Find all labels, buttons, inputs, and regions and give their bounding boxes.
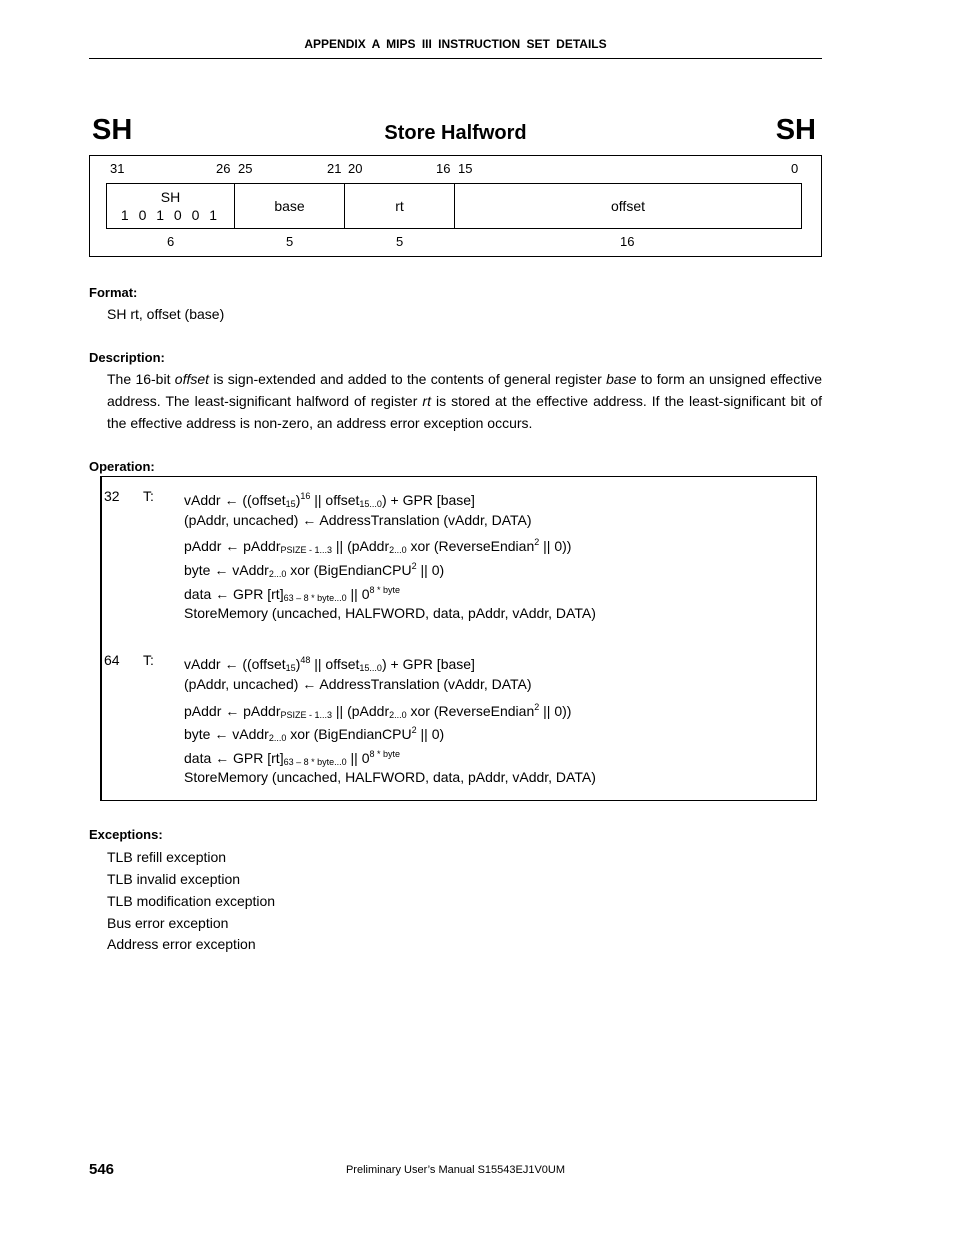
- bit-number: 15: [458, 161, 473, 176]
- operation-line: (pAddr, uncached) ← AddressTranslation (vAddr, DATA): [184, 512, 532, 528]
- op-text: ): [295, 492, 301, 508]
- op-text: || 0)): [539, 538, 572, 554]
- description-term: offset: [174, 371, 210, 387]
- description-run: is sign-extended and added to the contents of general register: [209, 371, 607, 387]
- op-subscript: 2...0: [268, 569, 287, 579]
- field-name: rt: [395, 198, 404, 214]
- op-subscript: PSIZE - 1...3: [280, 545, 333, 555]
- description-text: [107, 368, 822, 434]
- op-text: || 0: [346, 750, 370, 766]
- bit-number: 21: [327, 161, 342, 176]
- operation-stage: T:: [143, 652, 154, 668]
- exception-item: Bus error exception: [107, 915, 229, 931]
- field-name: SH: [160, 189, 181, 205]
- mnemonic-left: SH: [92, 114, 133, 146]
- op-text: || 0): [416, 726, 445, 742]
- op-text: || 0: [346, 586, 370, 602]
- manual-title: Preliminary User’s Manual S15543EJ1V0UM: [345, 1164, 566, 1176]
- bit-number: 20: [348, 161, 363, 176]
- op-text: vAddr ← ((offset: [184, 656, 286, 672]
- operation-line: StoreMemory (uncached, HALFWORD, data, pAddr, vAddr, DATA): [184, 605, 596, 621]
- bit-number: 31: [110, 161, 125, 176]
- op-text: || (pAddr: [332, 703, 390, 719]
- op-text: data ← GPR [rt]: [184, 750, 284, 766]
- instruction-name: Store Halfword: [384, 122, 527, 144]
- mnemonic-right: SH: [775, 114, 816, 146]
- op-subscript: 63 – 8 * byte...0: [283, 593, 347, 603]
- exceptions-heading: Exceptions:: [89, 827, 163, 842]
- op-text: pAddr ← pAddr: [184, 703, 281, 719]
- bit-number: 16: [436, 161, 451, 176]
- op-text: byte ← vAddr: [184, 726, 269, 742]
- bit-number: 25: [238, 161, 253, 176]
- op-superscript: 2: [411, 725, 417, 735]
- field-width: 5: [396, 234, 404, 249]
- field-width: 6: [167, 234, 175, 249]
- op-text: ) + GPR [base]: [381, 656, 475, 672]
- field-bits: 1 0 1 0 0 1: [120, 207, 221, 223]
- operation-line: [184, 652, 475, 676]
- operation-width: 64: [104, 652, 120, 668]
- op-subscript: 2...0: [389, 545, 407, 555]
- op-superscript: 16: [300, 491, 311, 501]
- op-subscript: 15: [285, 499, 296, 509]
- operation-line: StoreMemory (uncached, HALFWORD, data, pAddr, vAddr, DATA): [184, 769, 596, 785]
- exception-item: TLB modification exception: [107, 893, 276, 909]
- field-name: offset: [611, 198, 645, 214]
- operation-line: [184, 582, 400, 606]
- description-term: rt: [422, 393, 431, 409]
- op-superscript: 8 * byte: [369, 585, 401, 595]
- op-subscript: 15...0: [359, 499, 382, 509]
- op-text: pAddr ← pAddr: [184, 538, 281, 554]
- op-subscript: 2...0: [389, 710, 407, 720]
- op-text: || offset: [310, 492, 360, 508]
- op-superscript: 48: [300, 655, 311, 665]
- op-subscript: 63 – 8 * byte...0: [283, 757, 347, 767]
- op-text: ): [295, 656, 301, 672]
- description-run: The 16-bit: [107, 371, 175, 387]
- op-superscript: 2: [534, 702, 540, 712]
- op-text: || (pAddr: [332, 538, 390, 554]
- operation-width: 32: [104, 488, 120, 504]
- operation-line: [184, 534, 571, 558]
- instruction-fields: [106, 183, 802, 229]
- operation-heading: Operation:: [89, 459, 155, 474]
- field-rt: [345, 184, 455, 228]
- field-offset: [455, 184, 801, 228]
- op-text: byte ← vAddr: [184, 562, 269, 578]
- bit-number: 0: [791, 161, 799, 176]
- op-text: xor (BigEndianCPU: [286, 726, 412, 742]
- field-opcode: [107, 184, 235, 228]
- operation-line: [184, 722, 444, 746]
- op-subscript: 15...0: [359, 663, 382, 673]
- op-superscript: 2: [534, 537, 540, 547]
- field-base: [235, 184, 345, 228]
- field-width: 5: [286, 234, 294, 249]
- op-superscript: 8 * byte: [369, 749, 401, 759]
- op-text: xor (ReverseEndian: [406, 703, 535, 719]
- op-text: || offset: [310, 656, 360, 672]
- description-run: to form an unsigned effective address. The least-significant halfword of register: [107, 371, 822, 409]
- field-name: base: [274, 198, 305, 214]
- operation-stage: T:: [143, 488, 154, 504]
- field-width: 16: [620, 234, 635, 249]
- format-syntax: SH rt, offset (base): [107, 306, 225, 322]
- operation-line: [184, 488, 475, 512]
- op-subscript: PSIZE - 1...3: [280, 710, 333, 720]
- exception-item: TLB refill exception: [107, 849, 227, 865]
- op-text: data ← GPR [rt]: [184, 586, 284, 602]
- op-subscript: 2...0: [268, 733, 287, 743]
- description-heading: Description:: [89, 350, 165, 365]
- op-superscript: 2: [411, 561, 417, 571]
- op-text: || 0): [416, 562, 445, 578]
- bit-number: 26: [216, 161, 231, 176]
- exception-item: TLB invalid exception: [107, 871, 241, 887]
- header-rule: [89, 58, 822, 59]
- op-text: || 0)): [539, 703, 572, 719]
- format-heading: Format:: [89, 285, 138, 300]
- op-subscript: 15: [285, 663, 296, 673]
- op-text: xor (ReverseEndian: [406, 538, 535, 554]
- op-text: xor (BigEndianCPU: [286, 562, 412, 578]
- page-number: 546: [89, 1161, 115, 1178]
- operation-line: [184, 699, 571, 723]
- op-text: vAddr ← ((offset: [184, 492, 286, 508]
- description-run: is stored at the effective address. If the least-significant bit of the effective address is non-zero, an address error exception occurs.: [107, 393, 823, 431]
- operation-line: [184, 558, 444, 582]
- description-term: base: [606, 371, 637, 387]
- op-text: ) + GPR [base]: [381, 492, 475, 508]
- operation-line: [184, 746, 400, 770]
- running-header: APPENDIX A MIPS III INSTRUCTION SET DETAILS: [304, 37, 607, 51]
- exception-item: Address error exception: [107, 936, 256, 952]
- operation-line: (pAddr, uncached) ← AddressTranslation (vAddr, DATA): [184, 676, 532, 692]
